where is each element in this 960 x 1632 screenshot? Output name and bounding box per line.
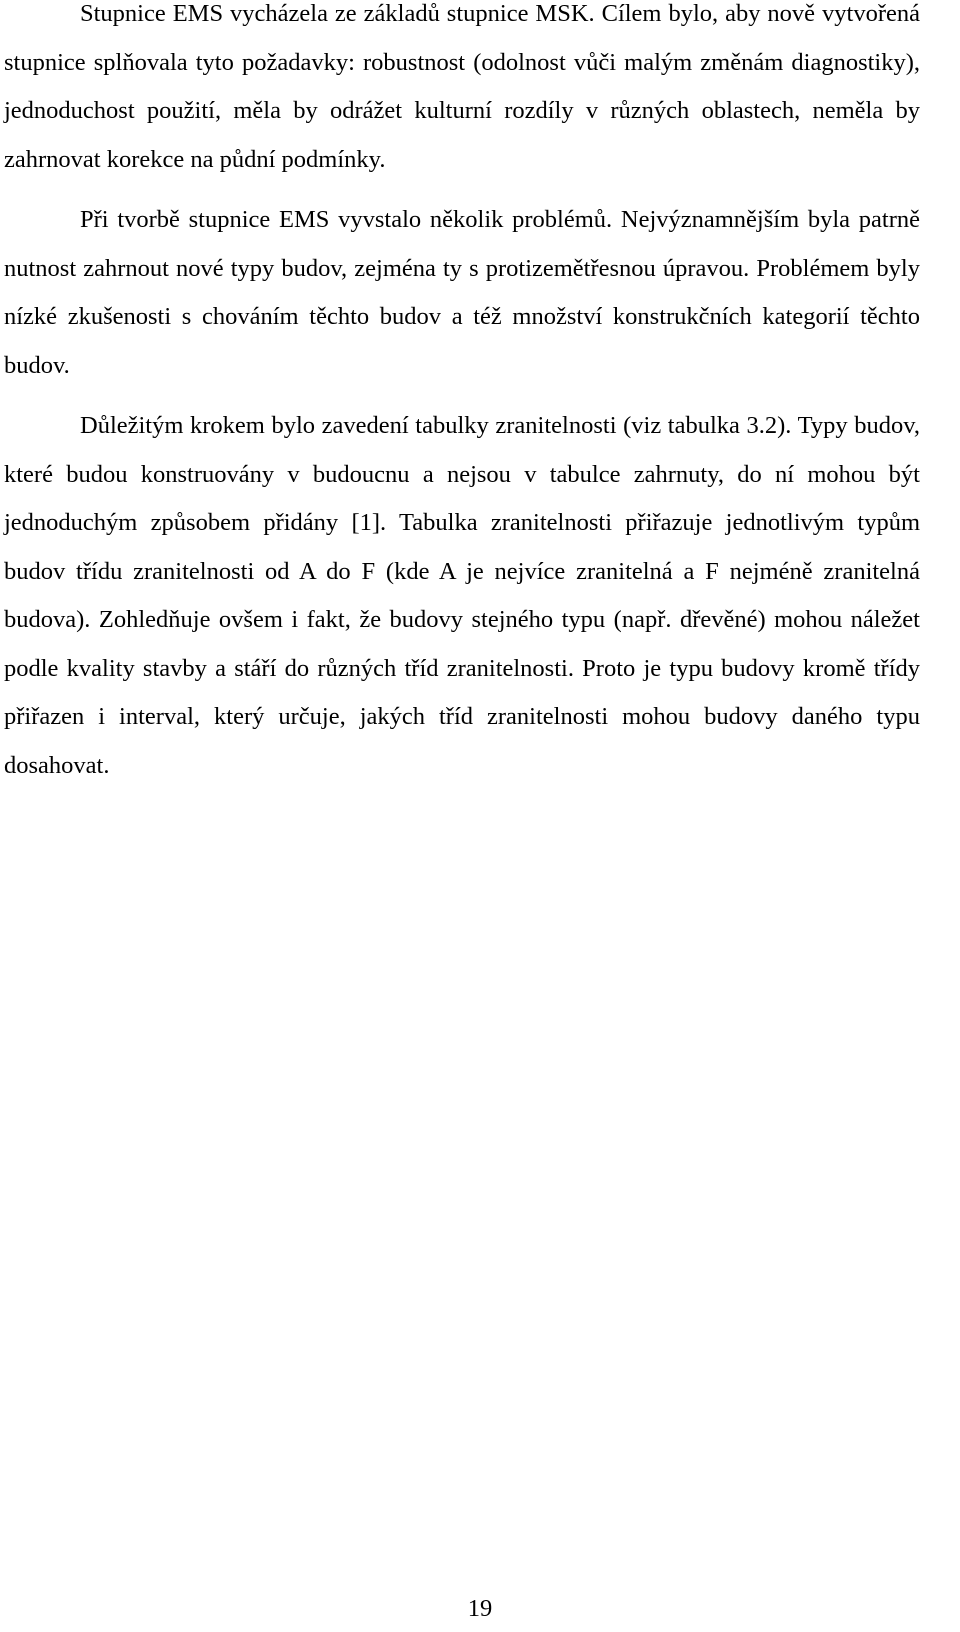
- document-page: [4, 0, 920, 790]
- paragraph-vulnerability-table: Důležitým krokem bylo zavedení tabulky zranitelnosti (viz tabulka 3.2). Typy budov, které budou konstruovány v budoucnu a nejsou v tabulce zahrnuty, do ní mohou být jednoduchým způsobem přidány [1]. Tabulka zranitelnosti přiřazuje jednotlivým typům budov třídu zranitelnosti od A do F (kde A je nejvíce zranitelná a F nejméně zranitelná budova). Zohledňuje ovšem i fakt, že budovy stejného typu (např. dřevěné) mohou náležet podle kvality stavby a stáří do různých tříd zranitelnosti. Proto je typu budovy kromě třídy přiřazen i interval, který určuje, jakých tříd zranitelnosti mohou budovy daného typu dosahovat.: [4, 412, 920, 779]
- paragraph-ems-problems: Při tvorbě stupnice EMS vyvstalo několik problémů. Nejvýznamnějším byla patrně nutnost zahrnout nové typy budov, zejména ty s protizemětřesnou úpravou. Problémem byly nízké zkušenosti s chováním těchto budov a též množství konstrukčních kategorií těchto budov.: [4, 206, 920, 379]
- page-number: 19: [467, 1595, 493, 1622]
- paragraph-ems-origin: Stupnice EMS vycházela ze základů stupnice MSK. Cílem bylo, aby nově vytvořená stupnice splňovala tyto požadavky: robustnost (odolnost vůči malým změnám diagnostiky), jednoduchost použití, měla by odrážet kulturní rozdíly v různých oblastech, neměla by zahrnovat korekce na půdní podmínky.: [4, 0, 920, 173]
